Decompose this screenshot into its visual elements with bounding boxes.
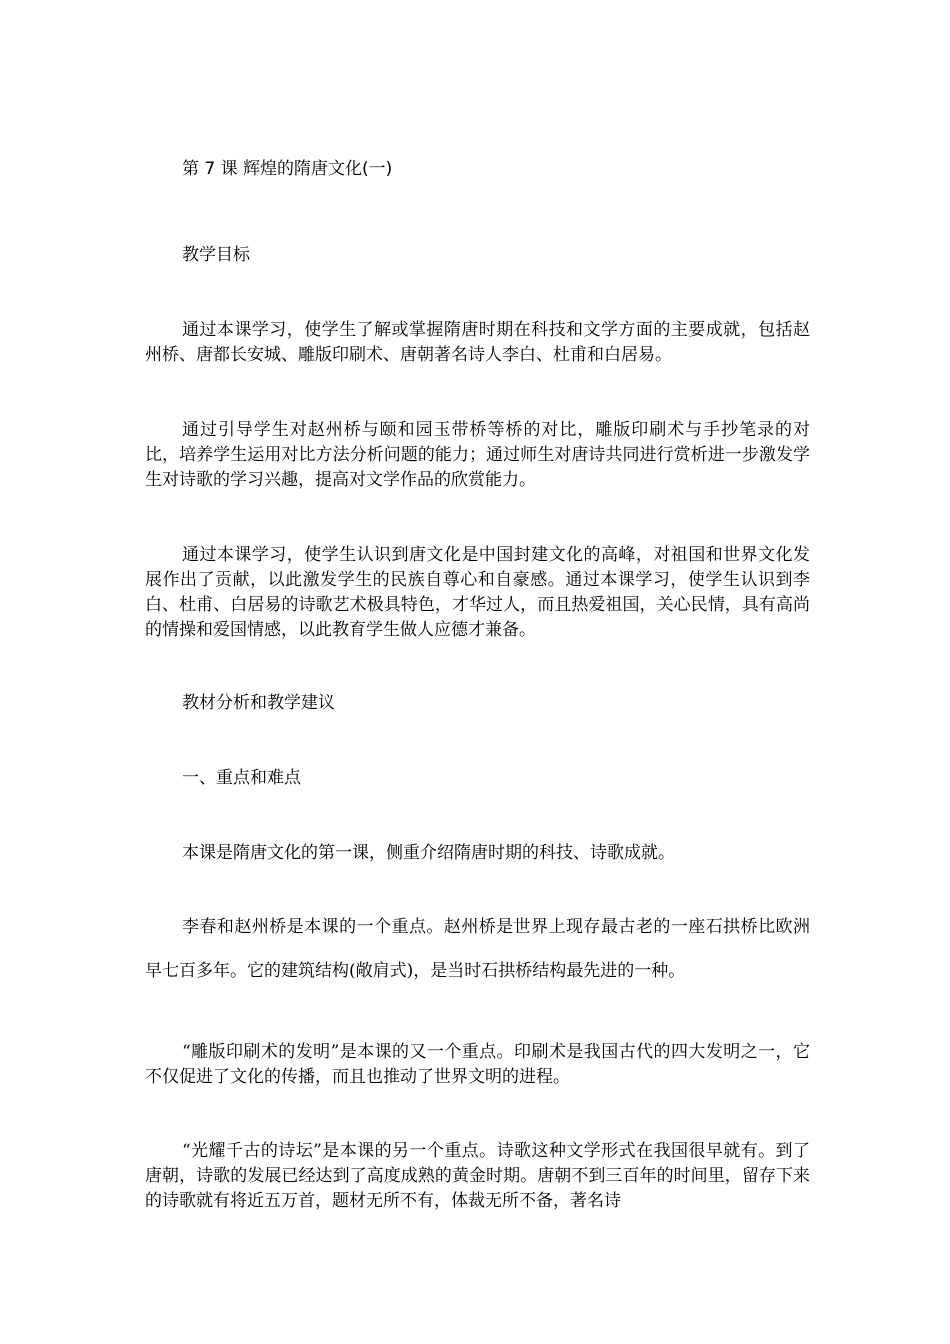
section-heading-key-points: 一、重点和难点: [182, 768, 301, 788]
lesson-title: 第 7 课 辉煌的隋唐文化(一): [182, 159, 393, 179]
objective-paragraph-2: 通过引导学生对赵州桥与颐和园玉带桥等桥的对比，雕版印刷术与手抄笔录的对比，培养学生运用对比方法分析问题的能力；通过师生对唐诗共同进行赏析进一步激发学生对诗歌的学习兴趣，提高对文学作品的欣赏能力。: [145, 420, 810, 490]
paragraph-printing: “雕版印刷术的发明”是本课的又一个重点。印刷术是我国古代的四大发明之一，它不仅促进了文化的传播，而且也推动了世界文明的进程。: [145, 1042, 810, 1087]
section-heading-objectives: 教学目标: [182, 245, 250, 265]
objective-paragraph-1: 通过本课学习，使学生了解或掌握隋唐时期在科技和文学方面的主要成就，包括赵州桥、唐都长安城、雕版印刷术、唐朝著名诗人李白、杜甫和白居易。: [145, 320, 810, 365]
section-heading-analysis: 教材分析和教学建议: [182, 693, 335, 713]
paragraph-poetry: “光耀千古的诗坛”是本课的另一个重点。诗歌这种文学形式在我国很早就有。到了唐朝，诗歌的发展已经达到了高度成熟的黄金时期。唐朝不到三百年的时间里，留存下来的诗歌就有将近五万首，题材无所不有，体裁无所不备，著名诗: [145, 1141, 810, 1211]
paragraph-zhaozhou-bridge: 李春和赵州桥是本课的一个重点。赵州桥是世界上现存最古老的一座石拱桥比欧洲早七百多年。它的建筑结构(敞肩式)，是当时石拱桥结构最先进的一种。: [145, 917, 810, 981]
objective-paragraph-3: 通过本课学习，使学生认识到唐文化是中国封建文化的高峰，对祖国和世界文化发展作出了贡献，以此激发学生的民族自尊心和自豪感。通过本课学习，使学生认识到李白、杜甫、白居易的诗歌艺术极具特色，才华过人，而且热爱祖国，关心民情，具有高尚的情操和爱国情感，以此教育学生做人应德才兼备。: [145, 545, 810, 640]
paragraph-intro: 本课是隋唐文化的第一课，侧重介绍隋唐时期的科技、诗歌成就。: [182, 843, 675, 863]
